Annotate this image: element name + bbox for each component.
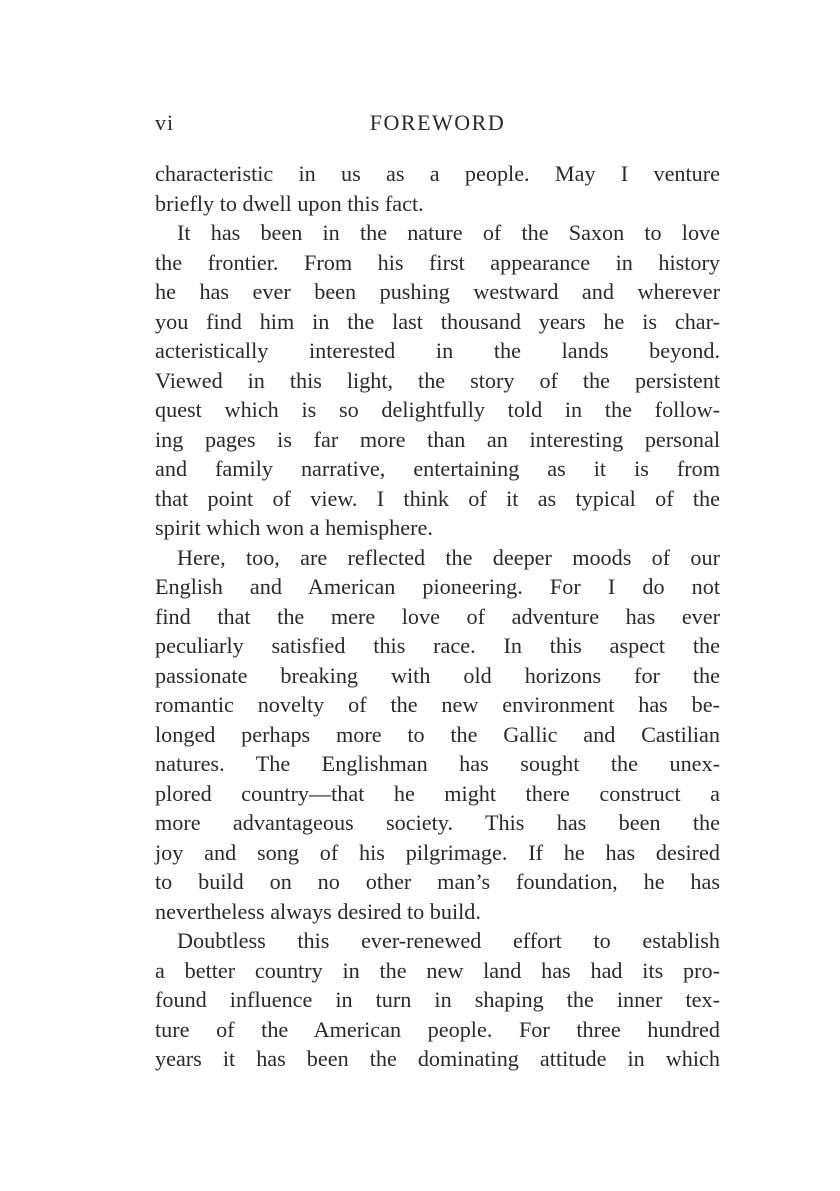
foreword-text (155, 159, 720, 1074)
running-head: FOREWORD (369, 110, 506, 135)
text-line: plored country—that he might there construct a (155, 780, 720, 806)
text-line: nevertheless always desired to build. (155, 898, 481, 924)
text-line: natures. The Englishman has sought the unex- (155, 751, 720, 776)
text-line: passionate breaking with old horizons for the (155, 662, 720, 688)
text-line: spirit which won a hemisphere. (155, 515, 433, 540)
text-line: Doubtless this ever-renewed effort to establish (177, 928, 720, 953)
page-number: vi (155, 110, 175, 135)
page-header (155, 110, 720, 142)
text-line: to build on no other man’s foundation, he has (155, 869, 720, 894)
text-line: English and American pioneering. For I do not (155, 574, 720, 599)
text-line: Viewed in this light, the story of the persistent (155, 367, 720, 393)
text-line: ture of the American people. For three hundred (155, 1016, 720, 1042)
text-line: romantic novelty of the new environment has be- (155, 692, 720, 717)
text-line: peculiarly satisfied this race. In this aspect the (155, 633, 720, 658)
text-line: Here, too, are reflected the deeper moods of our (177, 544, 720, 570)
text-line: It has been in the nature of the Saxon to love (177, 220, 720, 245)
text-line: briefly to dwell upon this fact. (155, 190, 424, 216)
text-line: and family narrative, entertaining as it is from (155, 456, 720, 481)
text-line: ing pages is far more than an interesting personal (155, 426, 720, 452)
text-line: found influence in turn in shaping the inner tex- (155, 987, 720, 1012)
text-line: the frontier. From his first appearance in history (155, 249, 720, 275)
text-line: acteristically interested in the lands beyond. (155, 338, 720, 363)
text-line: you find him in the last thousand years he is char- (155, 308, 720, 334)
text-line: he has ever been pushing westward and wherever (155, 279, 720, 304)
text-line: quest which is so delightfully told in the follow- (155, 397, 720, 422)
text-line: joy and song of his pilgrimage. If he has desired (155, 839, 720, 865)
text-line: longed perhaps more to the Gallic and Castilian (155, 721, 720, 747)
text-line: find that the mere love of adventure has ever (155, 603, 720, 629)
text-line: characteristic in us as a people. May I venture (155, 161, 720, 186)
text-line: more advantageous society. This has been the (155, 810, 720, 835)
text-line: years it has been the dominating attitude in which (155, 1046, 720, 1071)
text-line: that point of view. I think of it as typical of the (155, 485, 720, 511)
text-line: a better country in the new land has had its pro- (155, 957, 720, 983)
